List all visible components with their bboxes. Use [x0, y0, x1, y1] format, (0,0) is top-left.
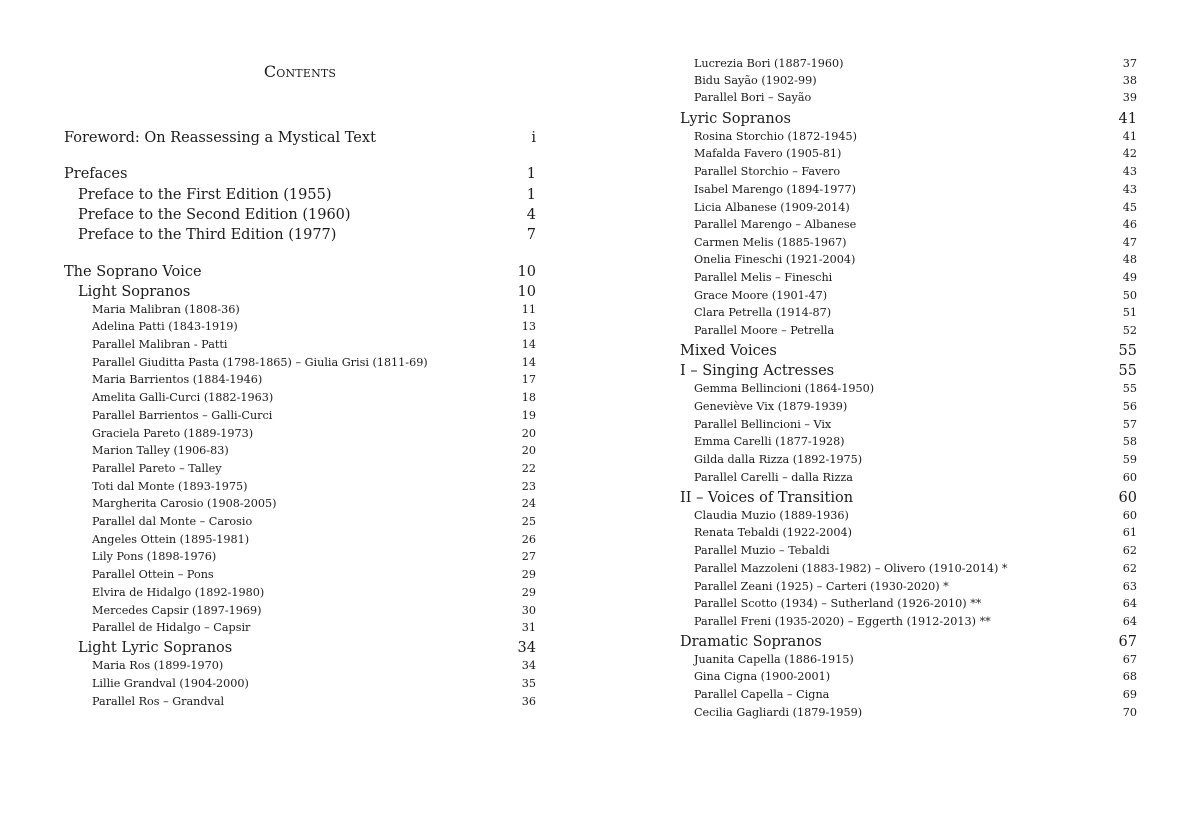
- toc-entry-label: Licia Albanese (1909-2014): [694, 201, 850, 214]
- toc-entry-label: Parallel Capella – Cigna: [694, 688, 830, 701]
- toc-entry[interactable]: [64, 320, 536, 333]
- toc-entry-page-number: 14: [521, 338, 536, 351]
- toc-entry[interactable]: [64, 515, 536, 528]
- toc-entry-label: Light Sopranos: [78, 284, 191, 300]
- toc-entry-label: Grace Moore (1901-47): [694, 289, 828, 302]
- toc-entry-label: Parallel Muzio – Tebaldi: [694, 544, 830, 557]
- toc-entry-label: Juanita Capella (1886-1915): [694, 653, 854, 666]
- toc-entry-page-number: 50: [1122, 289, 1137, 302]
- toc-entry[interactable]: [64, 284, 536, 300]
- toc-entry-label: Carmen Melis (1885-1967): [694, 236, 847, 249]
- toc-entry[interactable]: [64, 373, 536, 386]
- toc-entry[interactable]: [680, 597, 1137, 610]
- toc-entry-label: Gina Cigna (1900-2001): [694, 670, 831, 683]
- toc-entry[interactable]: [680, 526, 1137, 539]
- toc-entry[interactable]: [64, 677, 536, 690]
- toc-entry-page-number: 60: [1118, 490, 1137, 506]
- toc-entry-label: Lyric Sopranos: [680, 111, 791, 127]
- toc-entry-label: II – Voices of Transition: [680, 490, 854, 506]
- toc-entry[interactable]: [680, 91, 1137, 104]
- toc-entry-label: Parallel Ottein – Pons: [92, 568, 214, 581]
- toc-entry[interactable]: [680, 562, 1137, 575]
- toc-entry-page-number: 48: [1122, 253, 1137, 266]
- toc-entry-label: Clara Petrella (1914-87): [694, 306, 832, 319]
- toc-entry-label: Parallel Moore – Petrella: [694, 324, 835, 337]
- toc-entry-page-number: 26: [521, 533, 536, 546]
- toc-entry[interactable]: [64, 621, 536, 634]
- toc-entry[interactable]: [64, 462, 536, 475]
- toc-entry[interactable]: [64, 586, 536, 599]
- toc-entry-label: Elvira de Hidalgo (1892-1980): [92, 586, 265, 599]
- toc-entry-page-number: 10: [517, 264, 536, 280]
- toc-entry-page-number: 47: [1122, 236, 1137, 249]
- toc-entry[interactable]: [64, 640, 536, 656]
- toc-entry-label: Preface to the Third Edition (1977): [78, 227, 337, 243]
- toc-entry[interactable]: [64, 480, 536, 493]
- toc-entry[interactable]: [680, 418, 1137, 431]
- toc-entry-label: Parallel Carelli – dalla Rizza: [694, 471, 853, 484]
- toc-entry-label: Gilda dalla Rizza (1892-1975): [694, 453, 863, 466]
- toc-entry-page-number: 31: [521, 621, 536, 634]
- toc-entry-label: Marion Talley (1906-83): [92, 444, 229, 457]
- toc-entry-label: Graciela Pareto (1889-1973): [92, 427, 254, 440]
- toc-entry-label: Parallel Freni (1935-2020) – Eggerth (1912-2013) **: [694, 615, 991, 628]
- toc-entry-label: Geneviève Vix (1879-1939): [694, 400, 848, 413]
- toc-entry-label: Emma Carelli (1877-1928): [694, 435, 845, 448]
- toc-entry[interactable]: [64, 166, 536, 182]
- toc-entry-label: Adelina Patti (1843-1919): [92, 320, 238, 333]
- toc-entry[interactable]: [680, 400, 1137, 413]
- toc-entry-page-number: 68: [1122, 670, 1137, 683]
- toc-entry[interactable]: [680, 688, 1137, 701]
- toc-entry[interactable]: [680, 490, 1137, 506]
- toc-entry[interactable]: [64, 338, 536, 351]
- toc-entry-page-number: 64: [1122, 597, 1137, 610]
- toc-entry-label: Parallel Bori – Sayão: [694, 91, 812, 104]
- toc-entry[interactable]: [680, 580, 1137, 593]
- toc-entry[interactable]: [680, 165, 1137, 178]
- toc-entry-page-number: 27: [521, 550, 536, 563]
- toc-entry[interactable]: [64, 391, 536, 404]
- toc-entry-page-number: 39: [1122, 91, 1137, 104]
- toc-entry-page-number: 70: [1122, 706, 1137, 719]
- toc-entry-page-number: 19: [521, 409, 536, 422]
- toc-entry[interactable]: [64, 427, 536, 440]
- toc-entry-page-number: 43: [1122, 183, 1137, 196]
- toc-entry-page-number: 55: [1118, 343, 1137, 359]
- toc-entry-page-number: 41: [1118, 111, 1137, 127]
- toc-entry[interactable]: [680, 201, 1137, 214]
- toc-entry-page-number: 46: [1122, 218, 1137, 231]
- toc-entry-page-number: 67: [1122, 653, 1137, 666]
- toc-entry-label: Parallel de Hidalgo – Capsir: [92, 621, 251, 634]
- toc-entry-page-number: 22: [521, 462, 536, 475]
- toc-entry-label: Renata Tebaldi (1922-2004): [694, 526, 853, 539]
- toc-entry-label: Preface to the First Edition (1955): [78, 187, 332, 203]
- toc-entry[interactable]: [64, 207, 536, 223]
- toc-entry-page-number: 59: [1122, 453, 1137, 466]
- toc-entry-page-number: 60: [1122, 471, 1137, 484]
- toc-entry-page-number: 11: [521, 303, 536, 316]
- toc-entry-page-number: 14: [521, 356, 536, 369]
- toc-entry-label: Parallel Mazzoleni (1883-1982) – Olivero (1910-2014) *: [694, 562, 1008, 575]
- toc-entry-page-number: 62: [1122, 562, 1137, 575]
- toc-entry-label: Isabel Marengo (1894-1977): [694, 183, 856, 196]
- toc-entry-page-number: 1: [526, 187, 536, 203]
- toc-entry-label: Dramatic Sopranos: [680, 634, 822, 650]
- toc-entry-page-number: 18: [521, 391, 536, 404]
- toc-entry[interactable]: [680, 74, 1137, 87]
- toc-entry-page-number: 67: [1118, 634, 1137, 650]
- toc-entry-page-number: 55: [1122, 382, 1137, 395]
- toc-entry-label: Parallel Barrientos – Galli-Curci: [92, 409, 273, 422]
- toc-entry[interactable]: [64, 187, 536, 203]
- toc-entry-label: Angeles Ottein (1895-1981): [92, 533, 250, 546]
- toc-entry[interactable]: [64, 444, 536, 457]
- toc-entry[interactable]: [64, 568, 536, 581]
- toc-entry[interactable]: [680, 147, 1137, 160]
- toc-entry-page-number: 20: [521, 427, 536, 440]
- toc-entry[interactable]: [64, 695, 536, 708]
- toc-entry-label: Parallel Marengo – Albanese: [694, 218, 857, 231]
- toc-entry-page-number: 64: [1122, 615, 1137, 628]
- toc-entry-page-number: 42: [1122, 147, 1137, 160]
- toc-entry-page-number: 23: [521, 480, 536, 493]
- toc-entry-label: Light Lyric Sopranos: [78, 640, 233, 656]
- toc-entry-page-number: 13: [521, 320, 536, 333]
- toc-entry[interactable]: [680, 670, 1137, 683]
- toc-entry-label: Parallel Storchio – Favero: [694, 165, 841, 178]
- toc-entry-label: Bidu Sayão (1902-99): [694, 74, 817, 87]
- toc-entry-page-number: 55: [1118, 363, 1137, 379]
- toc-entry[interactable]: [64, 497, 536, 510]
- toc-entry[interactable]: [680, 653, 1137, 666]
- toc-entry-page-number: 37: [1122, 57, 1137, 70]
- toc-entry-label: Maria Barrientos (1884-1946): [92, 373, 263, 386]
- toc-entry[interactable]: [64, 550, 536, 563]
- toc-entry-page-number: 41: [1122, 130, 1137, 143]
- toc-entry[interactable]: [680, 382, 1137, 395]
- toc-entry-page-number: 34: [521, 659, 536, 672]
- toc-entry-label: Lily Pons (1898-1976): [92, 550, 217, 563]
- toc-entry-page-number: 24: [521, 497, 536, 510]
- toc-entry[interactable]: [680, 253, 1137, 266]
- toc-entry-label: Parallel Ros – Grandval: [92, 695, 225, 708]
- toc-entry-page-number: 52: [1122, 324, 1137, 337]
- toc-entry-label: Parallel dal Monte – Carosio: [92, 515, 253, 528]
- toc-entry-label: Mafalda Favero (1905-81): [694, 147, 842, 160]
- toc-entry-page-number: 29: [521, 568, 536, 581]
- toc-entry-label: The Soprano Voice: [64, 264, 202, 280]
- toc-entry-label: Toti dal Monte (1893-1975): [92, 480, 248, 493]
- toc-entry[interactable]: [680, 706, 1137, 719]
- toc-entry-label: Lucrezia Bori (1887-1960): [694, 57, 844, 70]
- toc-entry-label: Gemma Bellincioni (1864-1950): [694, 382, 875, 395]
- toc-entry[interactable]: [680, 57, 1137, 70]
- toc-entry[interactable]: [64, 303, 536, 316]
- toc-entry-label: Foreword: On Reassessing a Mystical Text: [64, 130, 376, 146]
- toc-entry[interactable]: [680, 435, 1137, 448]
- toc-entry-page-number: 49: [1122, 271, 1137, 284]
- toc-entry[interactable]: [64, 227, 536, 243]
- toc-entry[interactable]: [680, 453, 1137, 466]
- toc-entry[interactable]: [64, 604, 536, 617]
- toc-entry-label: Onelia Fineschi (1921-2004): [694, 253, 856, 266]
- toc-entry-page-number: 56: [1122, 400, 1137, 413]
- toc-entry[interactable]: [680, 271, 1137, 284]
- toc-entry[interactable]: [680, 324, 1137, 337]
- toc-entry-page-number: 51: [1122, 306, 1137, 319]
- toc-entry-label: Cecilia Gagliardi (1879-1959): [694, 706, 863, 719]
- toc-entry-page-number: 10: [517, 284, 536, 300]
- toc-entry-page-number: 17: [521, 373, 536, 386]
- toc-entry[interactable]: [680, 634, 1137, 650]
- toc-entry-page-number: 20: [521, 444, 536, 457]
- toc-entry-page-number: 61: [1122, 526, 1137, 539]
- toc-entry[interactable]: [680, 343, 1137, 359]
- toc-entry[interactable]: [680, 183, 1137, 196]
- toc-entry-label: Parallel Bellincioni – Vix: [694, 418, 832, 431]
- toc-entry-label: Prefaces: [64, 166, 128, 182]
- toc-entry[interactable]: [64, 356, 536, 369]
- toc-entry[interactable]: [680, 289, 1137, 302]
- toc-entry[interactable]: [680, 363, 1137, 379]
- toc-entry-page-number: 63: [1122, 580, 1137, 593]
- toc-entry[interactable]: [680, 306, 1137, 319]
- toc-entry[interactable]: [64, 659, 536, 672]
- toc-entry[interactable]: [680, 236, 1137, 249]
- toc-entry-page-number: 36: [521, 695, 536, 708]
- toc-entry[interactable]: [680, 509, 1137, 522]
- toc-entry-page-number: 69: [1122, 688, 1137, 701]
- toc-entry-page-number: 30: [521, 604, 536, 617]
- toc-entry-page-number: 38: [1122, 74, 1137, 87]
- toc-entry-label: I – Singing Actresses: [680, 363, 835, 379]
- toc-entry-label: Lillie Grandval (1904-2000): [92, 677, 249, 690]
- toc-entry-page-number: 1: [526, 166, 536, 182]
- toc-entry-label: Mixed Voices: [680, 343, 777, 359]
- toc-entry-label: Parallel Giuditta Pasta (1798-1865) – Giulia Grisi (1811-69): [92, 356, 428, 369]
- toc-entry-page-number: 25: [521, 515, 536, 528]
- toc-entry-page-number: 29: [521, 586, 536, 599]
- toc-entry-label: Margherita Carosio (1908-2005): [92, 497, 277, 510]
- toc-entry[interactable]: [64, 130, 536, 146]
- toc-entry-page-number: 34: [517, 640, 536, 656]
- toc-entry-label: Parallel Scotto (1934) – Sutherland (1926-2010) **: [694, 597, 982, 610]
- toc-entry[interactable]: [680, 130, 1137, 143]
- toc-entry[interactable]: [64, 533, 536, 546]
- toc-entry-page-number: 43: [1122, 165, 1137, 178]
- toc-entry-page-number: 57: [1122, 418, 1137, 431]
- toc-entry-label: Amelita Galli-Curci (1882-1963): [92, 391, 274, 404]
- toc-entry-label: Maria Ros (1899-1970): [92, 659, 224, 672]
- toc-entry-label: Claudia Muzio (1889-1936): [694, 509, 849, 522]
- toc-entry-label: Mercedes Capsir (1897-1969): [92, 604, 262, 617]
- toc-entry[interactable]: [680, 111, 1137, 127]
- toc-entry-page-number: 62: [1122, 544, 1137, 557]
- toc-entry[interactable]: [680, 218, 1137, 231]
- contents-title: Contents: [263, 62, 337, 81]
- toc-entry-label: Parallel Zeani (1925) – Carteri (1930-2020) *: [694, 580, 949, 593]
- toc-entry[interactable]: [64, 264, 536, 280]
- toc-entry[interactable]: [64, 409, 536, 422]
- toc-entry-label: Rosina Storchio (1872-1945): [694, 130, 857, 143]
- toc-entry-label: Parallel Pareto – Talley: [92, 462, 222, 475]
- toc-entry-page-number: 7: [526, 227, 536, 243]
- toc-entry-page-number: 45: [1122, 201, 1137, 214]
- toc-entry[interactable]: [680, 471, 1137, 484]
- toc-entry[interactable]: [680, 615, 1137, 628]
- toc-entry-page-number: 60: [1122, 509, 1137, 522]
- toc-entry-page-number: 4: [526, 207, 536, 223]
- toc-entry[interactable]: [680, 544, 1137, 557]
- toc-entry-label: Preface to the Second Edition (1960): [78, 207, 351, 223]
- toc-entry-page-number: 35: [521, 677, 536, 690]
- toc-entry-page-number: i: [531, 130, 536, 146]
- toc-entry-label: Parallel Malibran - Patti: [92, 338, 228, 351]
- toc-entry-page-number: 58: [1122, 435, 1137, 448]
- toc-entry-label: Maria Malibran (1808-36): [92, 303, 240, 316]
- toc-entry-label: Parallel Melis – Fineschi: [694, 271, 833, 284]
